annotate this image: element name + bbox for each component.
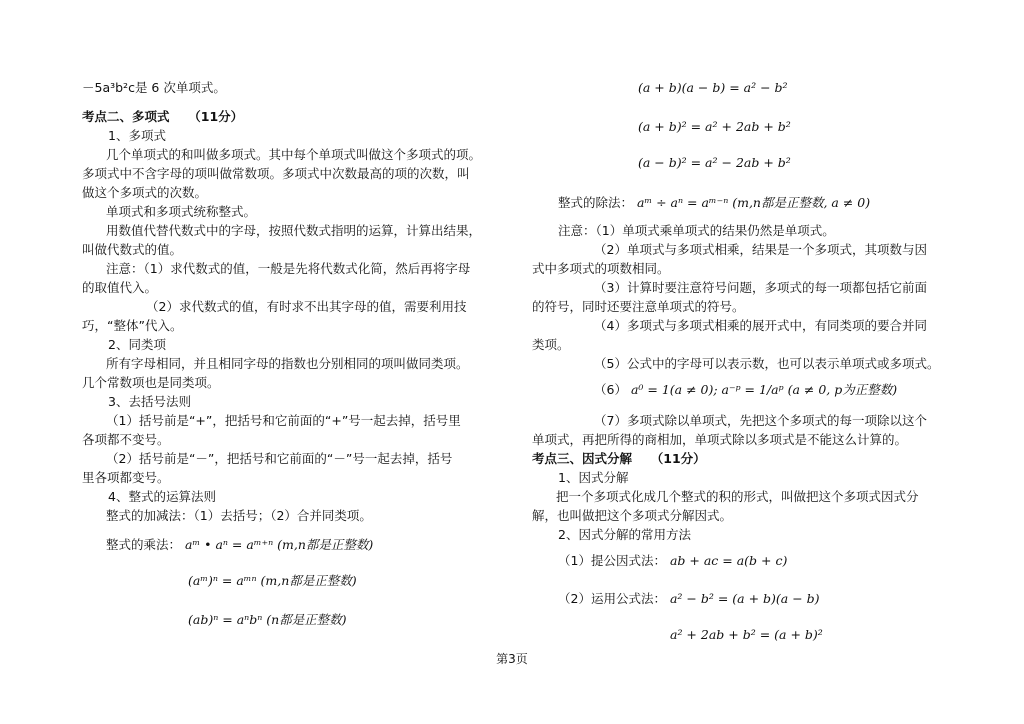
paragraph-line: 所有字母相同，并且相同字母的指数也分别相同的项叫做同类项。	[106, 356, 469, 371]
paragraph-line: 几个常数项也是同类项。	[82, 375, 220, 390]
difference-of-squares-formula: (a + b)(a − b) = a² − b²	[638, 80, 788, 95]
note-line: 的取值代入。	[82, 280, 158, 295]
paragraph-line: 做这个多项式的次数。	[82, 185, 208, 200]
method-label: （2）运用公式法：	[558, 591, 666, 606]
formula-method	[558, 590, 820, 608]
rule-line: （1）括号前是“+”，把括号和它前面的“+”号一起去掉，括号里	[106, 413, 461, 428]
multiplication-label: 整式的乘法：	[106, 537, 182, 552]
division-rule	[558, 194, 870, 212]
common-factor-formula: ab + ac = a(b + c)	[669, 553, 788, 568]
rule-line: 各项都不变号。	[82, 432, 170, 447]
note-line: 注意：（1）求代数式的值，一般是先将代数式化简，然后再将字母	[106, 261, 471, 276]
note-line: 式中多项式的项数相同。	[532, 261, 670, 276]
page-number: 第3页	[496, 652, 528, 666]
addition-rule: 整式的加减法：（1）去括号；（2）合并同类项。	[106, 508, 372, 523]
paragraph-line: 叫做代数式的值。	[82, 242, 183, 257]
section-heading-polynomial: 考点二、多项式 （11分）	[82, 109, 244, 124]
subheading-like-terms: 2、同类项	[108, 337, 166, 352]
subheading-methods: 2、因式分解的常用方法	[558, 527, 691, 542]
perfect-square-factor-formula: a² + 2ab + b² = (a + b)²	[670, 627, 823, 642]
note-line: 类项。	[532, 337, 570, 352]
note-line: 单项式，再把所得的商相加，单项式除以多项式是不能这么计算的。	[532, 432, 908, 447]
rule-line: （2）括号前是“－”，把括号和它前面的“－”号一起去掉，括号	[106, 451, 453, 466]
multiplication-formula: aᵐ • aⁿ = aᵐ⁺ⁿ (m,n都是正整数)	[185, 537, 374, 552]
multiplication-rule	[106, 536, 373, 554]
paragraph-line: 解，也叫做把这个多项式分解因式。	[532, 508, 733, 523]
note-number: （6）	[594, 382, 627, 397]
note-line: 注意：（1）单项式乘单项式的结果仍然是单项式。	[558, 223, 835, 238]
method-label: （1）提公因式法：	[558, 553, 666, 568]
paragraph-line: 多项式中不含字母的项叫做常数项。多项式中次数最高的项的次数，叫	[82, 166, 470, 181]
note-line: 的符号，同时还要注意单项式的符号。	[532, 299, 745, 314]
power-of-product-formula: (ab)ⁿ = aⁿbⁿ (n都是正整数)	[188, 612, 347, 627]
paragraph-line: 把一个多项式化成几个整式的积的形式，叫做把这个多项式因式分	[556, 489, 919, 504]
square-of-sum-formula: (a + b)² = a² + 2ab + b²	[638, 119, 791, 134]
difference-of-squares-factor-formula: a² − b² = (a + b)(a − b)	[669, 591, 820, 606]
note-line: （3）计算时要注意符号问题，多项式的每一项都包括它前面	[594, 280, 927, 295]
square-of-difference-formula: (a − b)² = a² − 2ab + b²	[638, 155, 791, 170]
zero-negative-exponent-rule	[594, 381, 897, 399]
division-formula: aᵐ ÷ aⁿ = aᵐ⁻ⁿ (m,n都是正整数, a ≠ 0)	[637, 195, 871, 210]
note-line: （2）求代数式的值，有时求不出其字母的值，需要利用技	[146, 299, 467, 314]
note-line: （4）多项式与多项式相乘的展开式中，有同类项的要合并同	[594, 318, 927, 333]
subheading-polynomial: 1、多项式	[108, 128, 166, 143]
note-line: （2）单项式与多项式相乘，结果是一个多项式，其项数与因	[594, 242, 927, 257]
division-label: 整式的除法：	[558, 195, 634, 210]
power-of-power-formula: (aᵐ)ⁿ = aᵐⁿ (m,n都是正整数)	[188, 573, 357, 588]
paragraph-line: 几个单项式的和叫做多项式。其中每个单项式叫做这个多项式的项。	[106, 147, 482, 162]
subheading-bracket-rules: 3、去括号法则	[108, 394, 191, 409]
monomial-degree-example: －5a³b²c是 6 次单项式。	[82, 80, 226, 95]
note-line: 巧，“整体”代入。	[82, 318, 183, 333]
subheading-operation-rules: 4、整式的运算法则	[108, 489, 216, 504]
note-line: （5）公式中的字母可以表示数，也可以表示单项式或多项式。	[594, 356, 940, 371]
exponent-formula: a⁰ = 1(a ≠ 0); a⁻ᵖ = 1/aᵖ (a ≠ 0, p为正整数)	[630, 382, 898, 397]
section-heading-factorization: 考点三、因式分解 （11分）	[532, 451, 706, 466]
note-line: （7）多项式除以单项式，先把这个多项式的每一项除以这个	[594, 413, 927, 428]
paragraph-line: 单项式和多项式统称整式。	[106, 204, 257, 219]
rule-line: 里各项都变号。	[82, 470, 170, 485]
subheading-factorization: 1、因式分解	[558, 470, 629, 485]
common-factor-method	[558, 552, 787, 570]
paragraph-line: 用数值代替代数式中的字母，按照代数式指明的运算，计算出结果，	[106, 223, 482, 238]
